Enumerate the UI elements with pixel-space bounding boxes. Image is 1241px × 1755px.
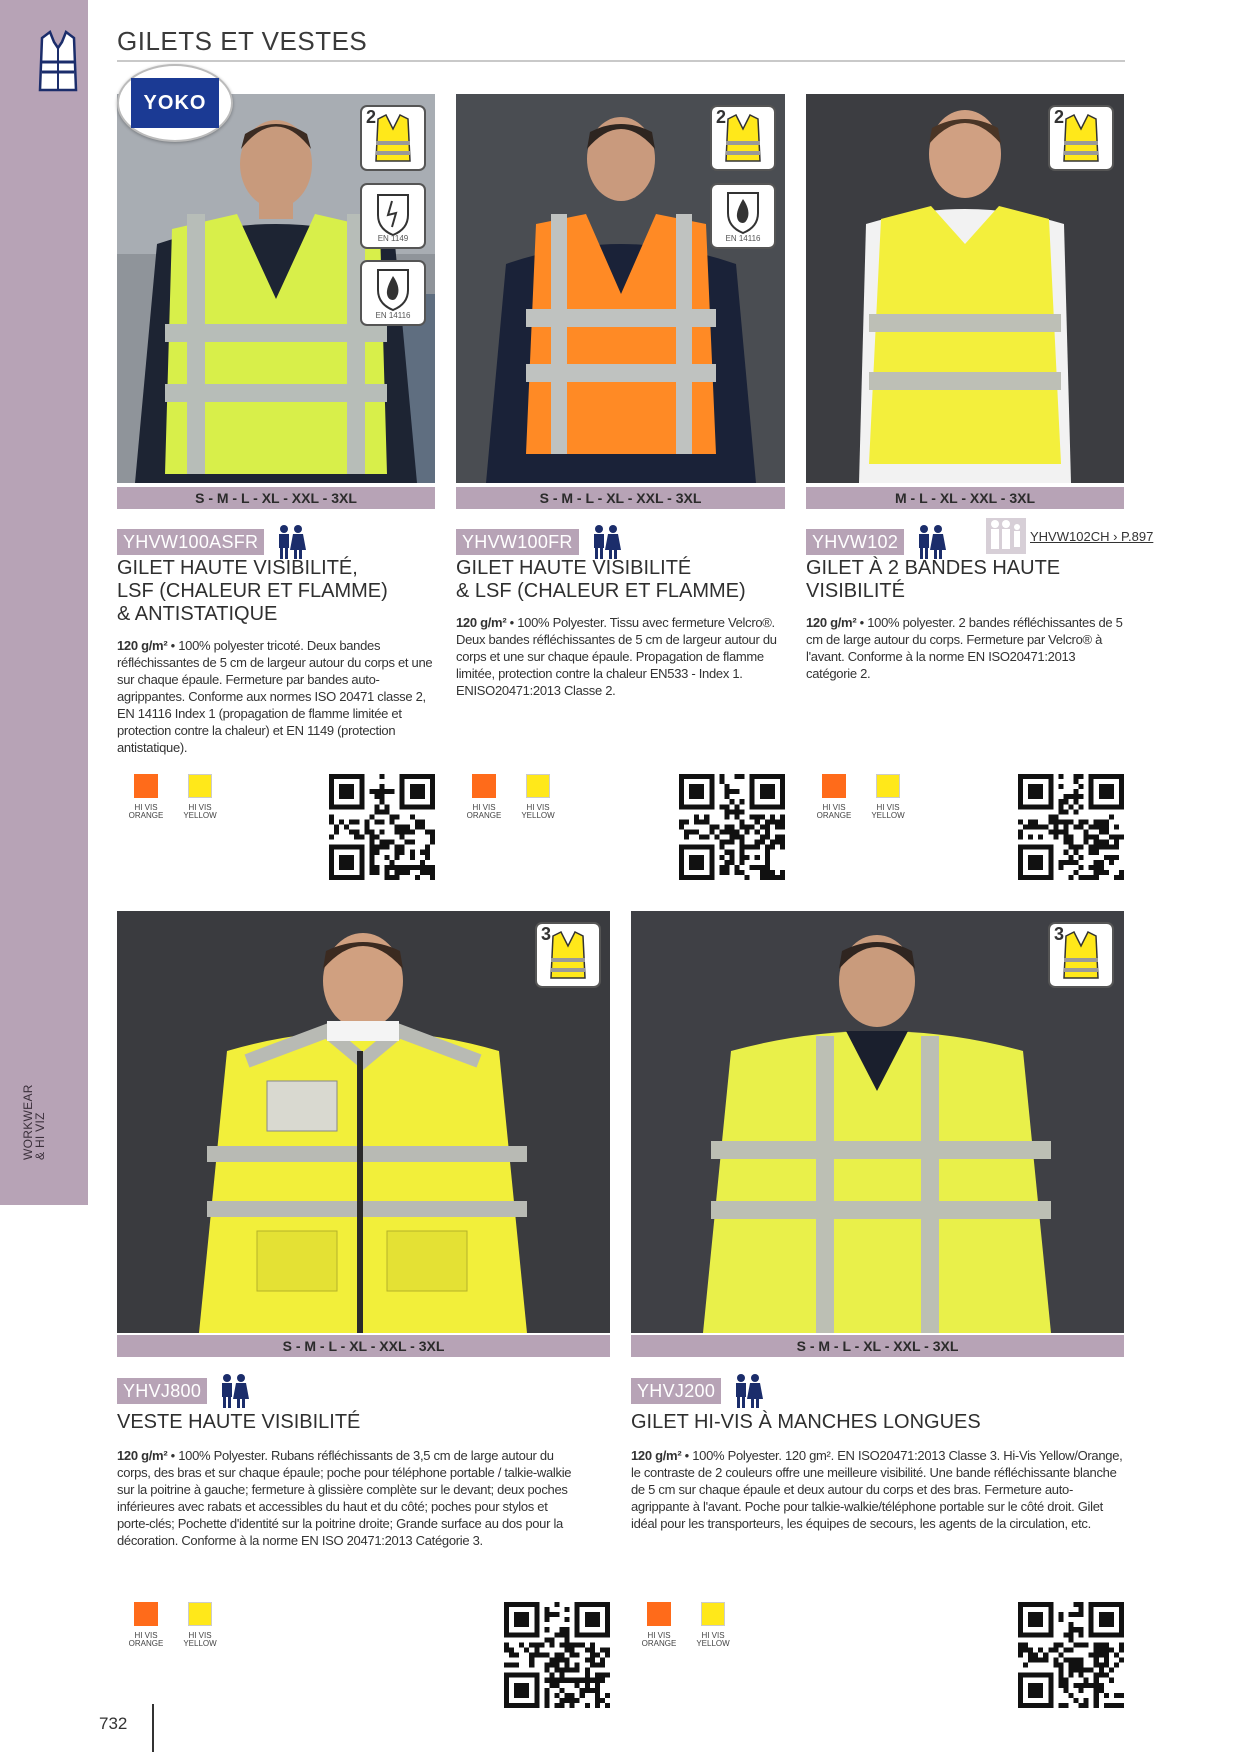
product-name-line: VESTE HAUTE VISIBILITÉ — [117, 1411, 361, 1433]
swatch-label — [170, 1632, 230, 1648]
color-swatch-yellow[interactable] — [170, 774, 230, 820]
standard-label: EN 14116 — [725, 234, 761, 243]
antistatic-badge — [360, 183, 426, 249]
class-badge — [535, 922, 601, 988]
class-number: 3 — [1054, 924, 1065, 944]
fabric-weight: 120 g/m² — [117, 638, 168, 653]
swatch-label-line: HI VIS — [188, 1631, 212, 1640]
unisex-icon — [914, 524, 948, 560]
fabric-weight: 120 g/m² — [117, 1448, 168, 1463]
unisex-icon — [731, 1373, 765, 1409]
swatch-label-line: ORANGE — [128, 811, 164, 820]
flame-badge — [360, 260, 426, 326]
product-name — [456, 557, 786, 603]
unisex-icon — [274, 524, 308, 560]
swatch-label — [116, 804, 176, 820]
class-badge — [1048, 922, 1114, 988]
swatch-color — [472, 774, 496, 798]
related-product-link-text[interactable]: YHVW102CH › P.897 — [1030, 528, 1154, 544]
color-swatch-yellow[interactable] — [858, 774, 918, 820]
qr-code[interactable] — [1018, 1602, 1124, 1708]
standard-label: EN 1149 — [377, 234, 409, 243]
swatch-label-line: ORANGE — [641, 1639, 677, 1648]
description-text: • 100% Polyester. Rubans réfléchissants de 3,5 cm de large autour du corps, des bras et sur chaque épaule; poche pour téléphone portable / talkie-walkie sur la poitrine à gauche; fermeture à glissière complète sur le devant; deux poches inférieures avec rabats et accessibles du haut et du côté; poches pour stylos et porte-clés; Pochette d'identité sur la poitrine droite; Grande surface au dos pour la décoration. Conforme à la norme EN ISO 20471:2013 Catégorie 3. — [117, 1448, 572, 1548]
swatch-label — [629, 1632, 689, 1648]
color-swatch-orange[interactable] — [116, 774, 176, 820]
page-number: 732 — [99, 1714, 128, 1733]
brand-logo-text: YOKO — [131, 78, 219, 128]
vest-icon — [36, 28, 80, 94]
swatch-label — [170, 804, 230, 820]
swatch-color — [188, 1602, 212, 1626]
product-description — [456, 614, 782, 699]
swatch-label-line: YELLOW — [183, 811, 217, 820]
unisex-icon — [589, 524, 623, 560]
product-code: YHVJ200 — [631, 1378, 721, 1404]
swatch-label — [454, 804, 514, 820]
section-label-line: & HI VIZ — [33, 1112, 47, 1160]
size-range: S - M - L - XL - XXL - 3XL — [456, 487, 785, 509]
unisex-icon — [217, 1373, 251, 1409]
swatch-color — [701, 1602, 725, 1626]
swatch-color — [526, 774, 550, 798]
swatch-label-line: ORANGE — [466, 811, 502, 820]
product-name-line: & ANTISTATIQUE — [117, 603, 278, 625]
product-name-line: GILET HAUTE VISIBILITÉ — [456, 557, 692, 579]
product-name-line: GILET À 2 BANDES HAUTE — [806, 557, 1061, 579]
color-swatch-orange[interactable] — [804, 774, 864, 820]
qr-code[interactable] — [504, 1602, 610, 1708]
section-label — [22, 1084, 46, 1160]
swatch-label-line: HI VIS — [134, 803, 158, 812]
qr-code[interactable] — [1018, 774, 1124, 880]
description-text: • 100% polyester. 2 bandes réfléchissantes de 5 cm de large autour du corps. Fermeture par Velcro® à l'avant. Conforme à la norme EN ISO20471:2013 catégorie 2. — [806, 615, 1123, 681]
related-product-link[interactable] — [986, 518, 1153, 554]
fabric-weight: 120 g/m² — [631, 1448, 682, 1463]
swatch-label-line: HI VIS — [472, 803, 496, 812]
swatch-label-line: YELLOW — [183, 1639, 217, 1648]
sidebar — [0, 0, 88, 1205]
swatch-label-line: HI VIS — [188, 803, 212, 812]
size-range: S - M - L - XL - XXL - 3XL — [117, 487, 435, 509]
class-badge — [1048, 105, 1114, 171]
product-name-line: & LSF (CHALEUR ET FLAMME) — [456, 580, 746, 602]
swatch-label-line: ORANGE — [128, 1639, 164, 1648]
product-description — [631, 1447, 1124, 1532]
product-code: YHVJ800 — [117, 1378, 207, 1404]
color-swatch-yellow[interactable] — [508, 774, 568, 820]
swatch-label — [116, 1632, 176, 1648]
product-name-line: GILET HI-VIS À MANCHES LONGUES — [631, 1411, 981, 1433]
fabric-weight: 120 g/m² — [456, 615, 507, 630]
product-code: YHVW100FR — [456, 529, 579, 555]
swatch-color — [188, 774, 212, 798]
size-range: M - L - XL - XXL - 3XL — [806, 487, 1124, 509]
swatch-label — [508, 804, 568, 820]
product-name — [117, 557, 437, 626]
page-number-divider — [152, 1704, 154, 1752]
product-description — [117, 637, 435, 756]
description-text: • 100% Polyester. Tissu avec fermeture Velcro®. Deux bandes réfléchissantes de 5 cm de largeur autour du corps et une sur chaque épaule. Propagation de flamme limitée, protection contre la chaleur EN533 - Index 1. ENISO20471:2013 Classe 2. — [456, 615, 777, 698]
swatch-label-line: HI VIS — [822, 803, 846, 812]
swatch-label-line: YELLOW — [871, 811, 905, 820]
swatch-label-line: ORANGE — [816, 811, 852, 820]
product-name — [117, 1411, 610, 1434]
size-range: S - M - L - XL - XXL - 3XL — [117, 1335, 610, 1357]
swatch-color — [134, 774, 158, 798]
color-swatch-yellow[interactable] — [170, 1602, 230, 1648]
product-description — [117, 1447, 581, 1549]
product-name-line: VISIBILITÉ — [806, 580, 905, 602]
product-code: YHVW100ASFR — [117, 529, 264, 555]
color-swatch-orange[interactable] — [629, 1602, 689, 1648]
swatch-label-line: HI VIS — [134, 1631, 158, 1640]
color-swatch-orange[interactable] — [116, 1602, 176, 1648]
product-code: YHVW102 — [806, 529, 904, 555]
swatch-label — [683, 1632, 743, 1648]
description-text: • 100% Polyester. 120 gm². EN ISO20471:2013 Classe 3. Hi-Vis Yellow/Orange, le contraste de 2 couleurs offre une meilleure visibilité. Une bande réfléchissante blanche de 5 cm sur chaque épaule et deux autour du corps et des bras. Fermeture auto-agrippante à l'avant. Poche pour talkie-walkie/téléphone portable sur le côté droit. Gilet idéal pour les transporteurs, les équipes de secours, les agents de la circulation, etc. — [631, 1448, 1123, 1531]
swatch-label-line: YELLOW — [521, 811, 555, 820]
section-label-line: WORKWEAR — [21, 1084, 35, 1160]
product-code-row — [631, 1373, 765, 1409]
size-range: S - M - L - XL - XXL - 3XL — [631, 1335, 1124, 1357]
class-badge — [710, 105, 776, 171]
class-number: 2 — [366, 107, 377, 127]
swatch-color — [134, 1602, 158, 1626]
brand-logo — [117, 64, 233, 142]
product-name — [631, 1411, 1124, 1434]
product-code-row — [117, 524, 308, 560]
product-code-row — [117, 1373, 251, 1409]
qr-code[interactable] — [329, 774, 435, 880]
product-name-line: LSF (CHALEUR ET FLAMME) — [117, 580, 388, 602]
class-number: 2 — [716, 107, 727, 127]
swatch-color — [822, 774, 846, 798]
child-sizes-icon — [986, 518, 1026, 554]
product-name — [806, 557, 1126, 603]
swatch-label-line: HI VIS — [876, 803, 900, 812]
product-name-line: GILET HAUTE VISIBILITÉ, — [117, 557, 358, 579]
standard-label: EN 14116 — [375, 311, 411, 320]
color-swatch-orange[interactable] — [454, 774, 514, 820]
product-code-row — [806, 524, 948, 560]
swatch-label-line: YELLOW — [696, 1639, 730, 1648]
description-text: • 100% polyester tricoté. Deux bandes réfléchissantes de 5 cm de largeur autour du corps et une sur chaque épaule. Fermeture par bandes auto-agrippantes. Conforme aux normes ISO 20471 classe 2, EN 14116 Index 1 (propagation de flamme limitée et protection contre la chaleur) et EN 1149 (protection antistatique). — [117, 638, 433, 755]
swatch-label-line: HI VIS — [647, 1631, 671, 1640]
class-number: 2 — [1054, 107, 1065, 127]
swatch-color — [876, 774, 900, 798]
swatch-label — [804, 804, 864, 820]
swatch-label-line: HI VIS — [526, 803, 550, 812]
qr-code[interactable] — [679, 774, 785, 880]
class-number: 3 — [541, 924, 552, 944]
fabric-weight: 120 g/m² — [806, 615, 857, 630]
title-divider — [117, 60, 1125, 62]
flame-badge — [710, 183, 776, 249]
swatch-color — [647, 1602, 671, 1626]
swatch-label — [858, 804, 918, 820]
class-badge — [360, 105, 426, 171]
product-code-row — [456, 524, 623, 560]
swatch-label-line: HI VIS — [701, 1631, 725, 1640]
color-swatch-yellow[interactable] — [683, 1602, 743, 1648]
product-description — [806, 614, 1124, 682]
page-title: GILETS ET VESTES — [117, 26, 368, 56]
